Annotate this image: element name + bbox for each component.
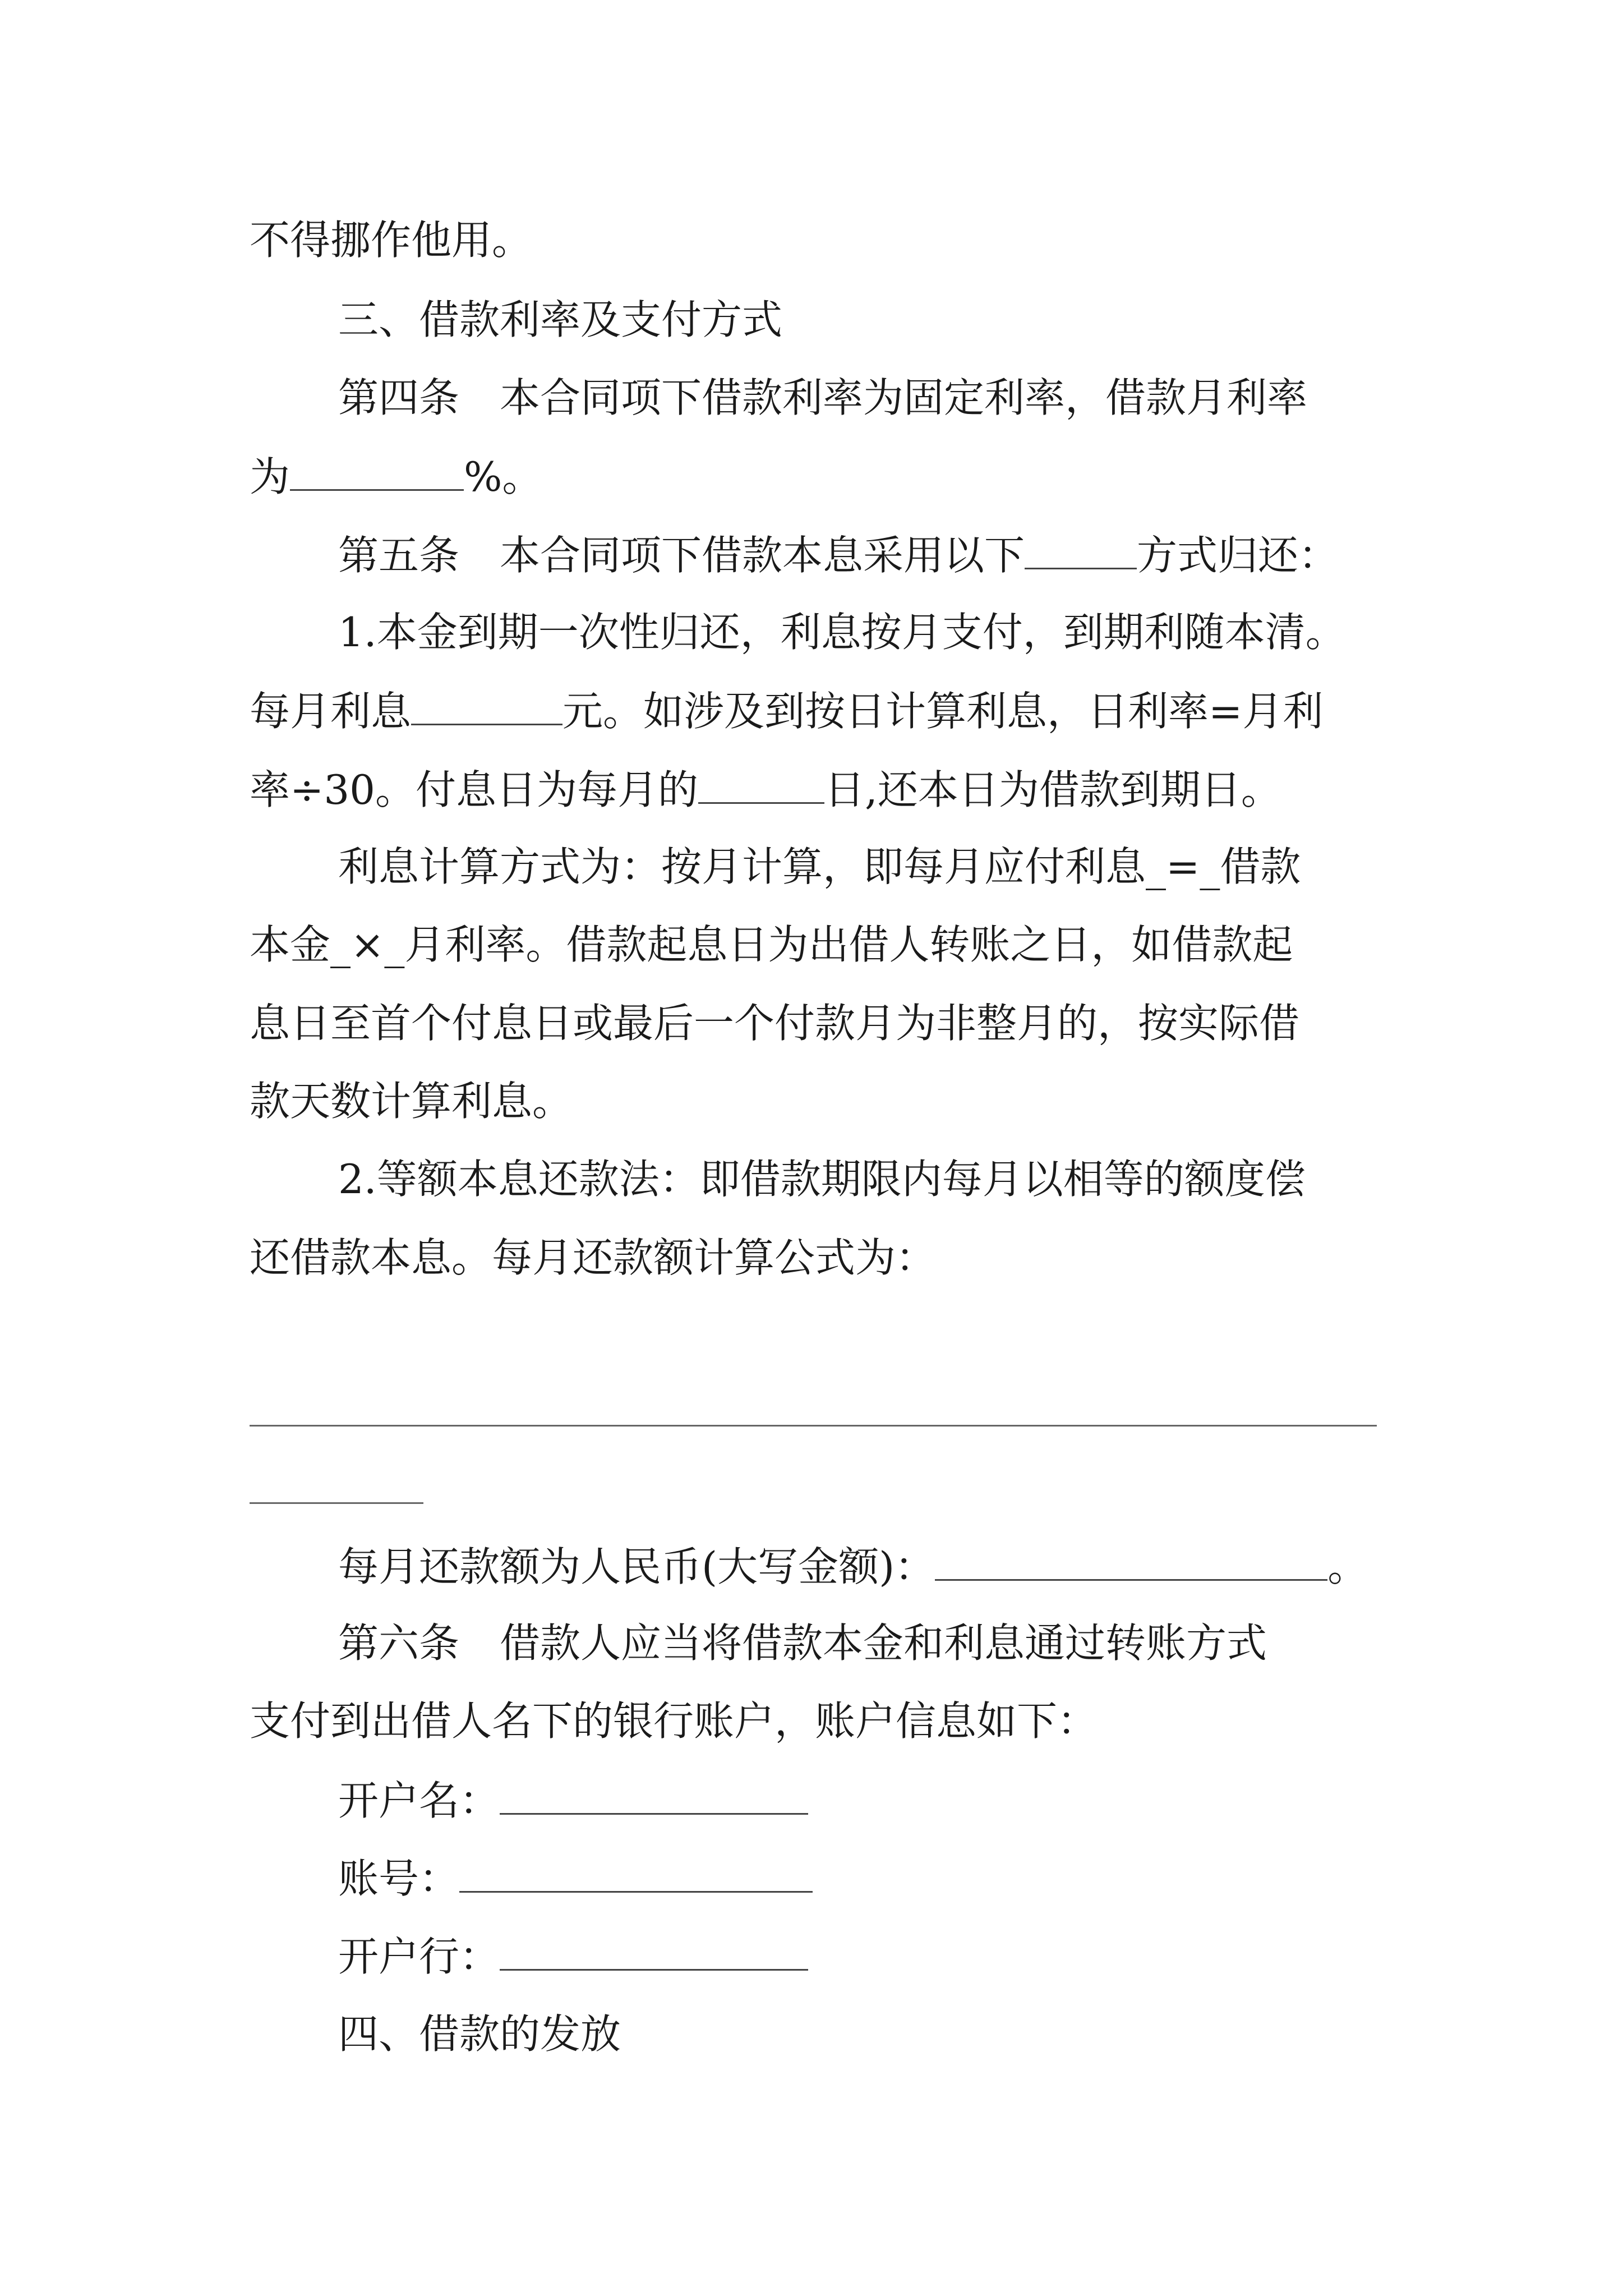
article-6-line-2: 支付到出借人名下的银行账户，账户信息如下： <box>250 1697 1098 1745</box>
payment-day-blank[interactable] <box>698 769 824 804</box>
account-name-line <box>338 1777 808 1824</box>
repayment-method-blank[interactable] <box>1025 534 1137 569</box>
monthly-payment-text: 。 <box>1327 1543 1368 1590</box>
method-1-text: 每月利息 <box>250 688 412 735</box>
article-4-line-2 <box>250 453 543 500</box>
account-name-blank[interactable] <box>500 1779 808 1815</box>
account-number-line <box>338 1855 813 1902</box>
formula-blank-line-2[interactable] <box>250 1502 423 1504</box>
monthly-payment-line <box>338 1543 1368 1590</box>
article-6-line-1: 第六条 借款人应当将借款本金和利息通过转账方式 <box>338 1619 1267 1667</box>
method-2-line-1: 2.等额本息还款法：即借款期限内每月以相等的额度偿 <box>338 1156 1306 1203</box>
method-1-text: 元。如涉及到按日计算利息，日利率=月利 <box>562 688 1324 735</box>
section-heading: 四、借款的发放 <box>338 2010 621 2058</box>
article-4-line-1: 第四条 本合同项下借款利率为固定利率，借款月利率 <box>338 374 1308 421</box>
payment-amount-blank[interactable] <box>935 1545 1327 1581</box>
method-2-line-2: 还借款本息。每月还款额计算公式为： <box>250 1234 937 1281</box>
article-5-text: 第五条 本合同项下借款本息采用以下 <box>338 532 1025 579</box>
account-number-blank[interactable] <box>459 1857 813 1893</box>
section-heading: 三、借款利率及支付方式 <box>338 296 783 343</box>
formula-blank-line-1[interactable] <box>250 1425 1377 1427</box>
interest-rate-blank[interactable] <box>290 455 464 491</box>
article-4-text: 为 <box>250 453 291 500</box>
calc-line-1: 利息计算方式为：按月计算，即每月应付利息_=_借款 <box>338 843 1301 890</box>
monthly-interest-blank[interactable] <box>411 690 562 725</box>
monthly-payment-text: 每月还款额为人民币(大写金额)： <box>338 1543 935 1590</box>
article-5-line-1 <box>338 532 1339 579</box>
method-1-text: 率÷30。付息日为每月的 <box>250 766 698 813</box>
method-1-text: 日,还本日为借款到期日。 <box>824 766 1281 813</box>
account-bank-label: 开户行： <box>338 1933 500 1980</box>
account-number-label: 账号： <box>338 1855 460 1902</box>
calc-line-2: 本金_×_月利率。借款起息日为出借人转账之日，如借款起 <box>250 921 1293 968</box>
method-1-line-3 <box>250 766 1281 813</box>
method-1-line-1: 1.本金到期一次性归还，利息按月支付，到期利随本清。 <box>338 609 1346 656</box>
account-bank-line <box>338 1933 808 1980</box>
method-1-line-2 <box>250 688 1324 735</box>
calc-line-3: 息日至首个付息日或最后一个付款月为非整月的，按实际借 <box>250 1000 1300 1047</box>
calc-line-4: 款天数计算利息。 <box>250 1078 573 1125</box>
article-5-text: 方式归还： <box>1137 532 1339 579</box>
article-4-text: %。 <box>464 453 543 500</box>
body-line: 不得挪作他用。 <box>250 217 533 264</box>
account-bank-blank[interactable] <box>500 1935 808 1971</box>
account-name-label: 开户名： <box>338 1777 500 1824</box>
